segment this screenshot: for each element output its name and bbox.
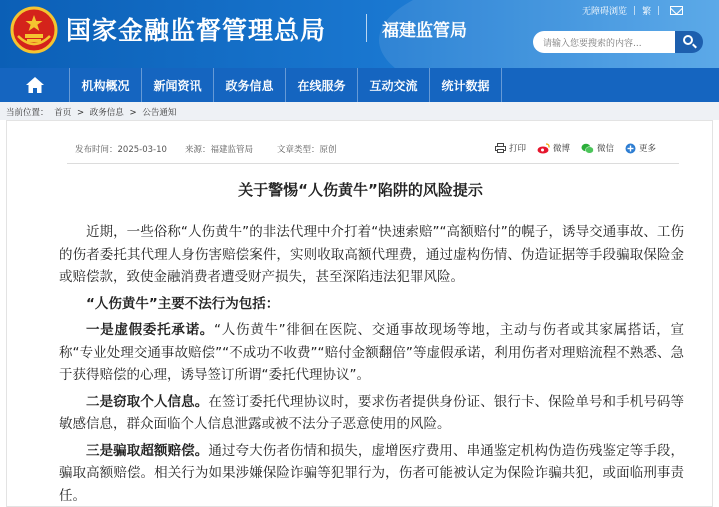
item-label: 三是骗取超额赔偿。 <box>86 442 209 459</box>
breadcrumb-notice[interactable]: 公告通知 <box>142 108 177 118</box>
home-icon <box>26 77 44 93</box>
weibo-label: 微博 <box>553 144 571 154</box>
accessibility-link[interactable]: 无障碍浏览 <box>582 7 628 17</box>
nav-item-institution[interactable]: 机构概况 <box>70 68 142 102</box>
link-separator: | <box>657 5 661 16</box>
search-icon-handle <box>692 44 697 49</box>
item-text: 通过夸大伤者伤情和损失，虚增医疗费用、串通鉴定机构伪造伤残鉴定等手段，骗取高额赔偿。相关行为如果涉嫌保险诈骗等犯罪行为，伤者可能被认定为保险诈骗共犯，或面临刑事责任。 <box>59 442 685 504</box>
mail-icon[interactable] <box>670 6 683 15</box>
share-more-button[interactable] <box>625 142 656 154</box>
item-text: “人伤黄牛”徘徊在医院、交通事故现场等地，主动与伤者或其家属搭话，宣称“专业处理交通事故赔偿”“不成功不收费”“赔付金额翻倍”等虚假承诺，利用伤者对理赔流程不熟悉、急于获得赔偿的心理，诱导签订所谓“委托代理协议”。 <box>59 322 684 383</box>
breadcrumb-label: 当前位置： <box>6 108 49 118</box>
article-source: 来源：福建监管局 <box>185 145 254 155</box>
nav-item-online-service[interactable]: 在线服务 <box>286 68 358 102</box>
nav-item-statistics[interactable]: 统计数据 <box>430 68 502 102</box>
site-header <box>0 0 719 68</box>
article-item <box>59 319 684 387</box>
breadcrumb-home[interactable]: 首页 <box>54 108 72 118</box>
meta-divider <box>67 163 679 164</box>
traditional-chinese-link[interactable]: 繁 <box>642 7 652 17</box>
breadcrumb <box>0 102 719 120</box>
item-label: 一是虚假委托承诺。 <box>86 322 215 338</box>
breadcrumb-gov-info[interactable]: 政务信息 <box>89 108 124 118</box>
article-subheading: “人伤黄牛”主要不法行为包括： <box>86 295 280 312</box>
top-links <box>582 4 683 17</box>
nav-home[interactable] <box>0 68 70 102</box>
article-paragraph: 近期，一些俗称“人伤黄牛”的非法代理中介打着“快速索赔”“高额赔付”的幌子，诱导交通事故、工伤的伤者委托其代理人身伤害赔偿案件，实则收取高额代理费，通过虚构伤情、伪造证据等手段骗取保险金或赔偿款，致使金融消费者遭受财产损失，甚至深陷违法犯罪风险。 <box>59 224 684 285</box>
article-title: 关于警惕“人伤黄牛”陷阱的风险提示 <box>238 181 483 199</box>
wechat-icon <box>581 143 594 154</box>
print-button[interactable] <box>495 142 526 154</box>
wechat-label: 微信 <box>597 144 615 154</box>
item-label: 二是窃取个人信息。 <box>86 393 209 410</box>
publish-time: 发布时间：2025-03-10 <box>75 145 167 155</box>
share-weibo-button[interactable] <box>537 142 570 154</box>
print-label: 打印 <box>509 144 527 154</box>
article-item <box>59 440 684 507</box>
site-subtitle[interactable]: 福建监管局 <box>382 21 467 41</box>
article-type: 文章类型：原创 <box>277 145 337 155</box>
nav-item-interaction[interactable]: 互动交流 <box>358 68 430 102</box>
main-nav <box>0 68 719 102</box>
search-input[interactable]: 请输入您要搜索的内容... <box>533 31 675 53</box>
title-divider <box>366 14 367 42</box>
link-separator: | <box>633 5 637 16</box>
weibo-icon <box>537 143 550 154</box>
search-button[interactable] <box>675 31 703 53</box>
item-text: 在签订委托代理协议时，要求伤者提供身份证、银行卡、保险单号和手机号码等敏感信息，群众面临个人信息泄露或被不法分子恶意使用的风险。 <box>59 393 685 432</box>
article-body <box>59 221 684 507</box>
plus-icon <box>625 143 636 154</box>
nav-item-gov-info[interactable]: 政务信息 <box>214 68 286 102</box>
breadcrumb-separator: > <box>76 108 85 118</box>
article-panel <box>6 120 713 507</box>
article-meta <box>67 143 657 157</box>
article-item <box>59 391 684 436</box>
site-title[interactable]: 国家金融监督管理总局 <box>66 16 327 45</box>
more-label: 更多 <box>639 144 657 154</box>
national-emblem-icon <box>10 6 58 54</box>
nav-item-news[interactable]: 新闻资讯 <box>142 68 214 102</box>
share-wechat-button[interactable] <box>581 142 614 154</box>
printer-icon <box>495 143 506 153</box>
breadcrumb-separator: > <box>129 108 137 118</box>
